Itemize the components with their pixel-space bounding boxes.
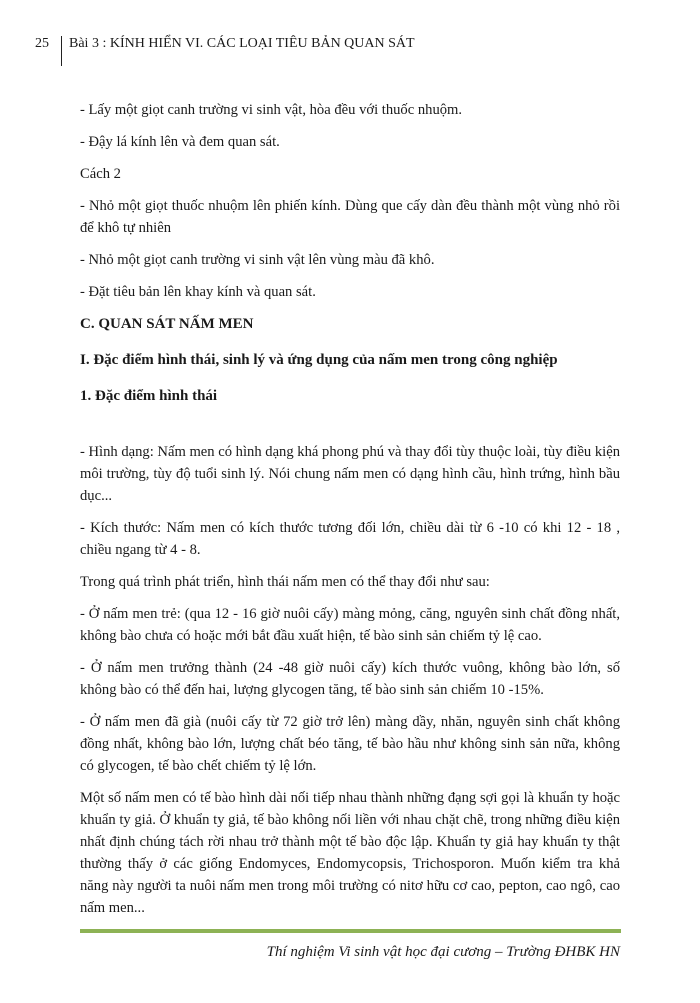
subsection-heading: I. Đặc điểm hình thái, sinh lý và ứng dụng của nấm men trong công nghiệp <box>80 352 558 368</box>
paragraph: - Nhỏ một giọt thuốc nhuộm lên phiến kính. Dùng que cấy dàn đều thành một vùng nhỏ rồi để khô tự nhiên <box>80 198 620 236</box>
footer-rule <box>80 929 621 933</box>
paragraph: Một số nấm men có tế bào hình dài nối tiếp nhau thành những đạng sợi gọi là khuẩn ty hoặc khuẩn ty giả. Ở khuẩn ty giả, tế bào không nối liền với nhau chặt chẽ, trong những điều kiện nhất định chúng tách rời nhau trở thành một tế bào độc lập. Khuẩn ty giả hay khuẩn ty thật thường thấy ở các giống Endomyces, Endomycopsis, Trichosporon. Muốn kiểm tra khả năng này người ta nuôi nấm men trong môi trường có nitơ hữu cơ cao, pepton, cao ngô, cao nấm men... <box>80 790 620 916</box>
chapter-title: Bài 3 : KÍNH HIỂN VI. CÁC LOẠI TIÊU BẢN QUAN SÁT <box>69 36 415 51</box>
footer-text: Thí nghiệm Vi sinh vật học đại cương – Trường ĐHBK HN <box>266 944 620 960</box>
paragraph: - Ở nấm men trưởng thành (24 -48 giờ nuôi cấy) kích thước vuông, không bào lớn, số không bào có thể đến hai, lượng glycogen tăng, tế bào sinh sản chiếm 10 -15%. <box>80 660 620 698</box>
page-number: 25 <box>35 36 49 51</box>
section-heading: C. QUAN SÁT NẤM MEN <box>80 316 254 332</box>
paragraph: - Nhỏ một giọt canh trường vi sinh vật lên vùng màu đã khô. <box>80 252 435 268</box>
paragraph: - Đặt tiêu bản lên khay kính và quan sát. <box>80 284 316 300</box>
paragraph: - Đậy lá kính lên và đem quan sát. <box>80 134 280 150</box>
paragraph: - Hình dạng: Nấm men có hình dạng khá phong phú và thay đổi tùy thuộc loài, tùy điều kiện môi trường, tùy độ tuổi sinh lý. Nói chung nấm men có dạng hình cầu, hình trứng, hình bầu dục... <box>80 444 620 504</box>
paragraph: - Ở nấm men trẻ: (qua 12 - 16 giờ nuôi cấy) màng mỏng, căng, nguyên sinh chất đồng nhất, không bào chưa có hoặc mới bắt đầu xuất hiện, tế bào sinh sản chiếm tỷ lệ cao. <box>80 606 620 644</box>
paragraph: - Ở nấm men đã già (nuôi cấy từ 72 giờ trở lên) màng dầy, nhăn, nguyên sinh chất không đồng nhất, không bào lớn, lượng chất béo tăng, tế bào hầu như không sinh sản nữa, không có glycogen, tế bào chết chiếm tỷ lệ lớn. <box>80 714 620 774</box>
subsubsection-heading: 1. Đặc điểm hình thái <box>80 388 218 404</box>
page-header <box>35 36 415 66</box>
paragraph: - Kích thước: Nấm men có kích thước tương đối lớn, chiều dài từ 6 -10 có khi 12 - 18 , chiều ngang từ 4 - 8. <box>80 520 620 558</box>
page-body <box>80 99 620 1003</box>
paragraph: - Lấy một giọt canh trường vi sinh vật, hòa đều với thuốc nhuộm. <box>80 102 463 118</box>
header-divider <box>61 36 62 66</box>
paragraph: Trong quá trình phát triển, hình thái nấm men có thể thay đổi như sau: <box>80 574 490 590</box>
paragraph: Cách 2 <box>80 166 121 182</box>
